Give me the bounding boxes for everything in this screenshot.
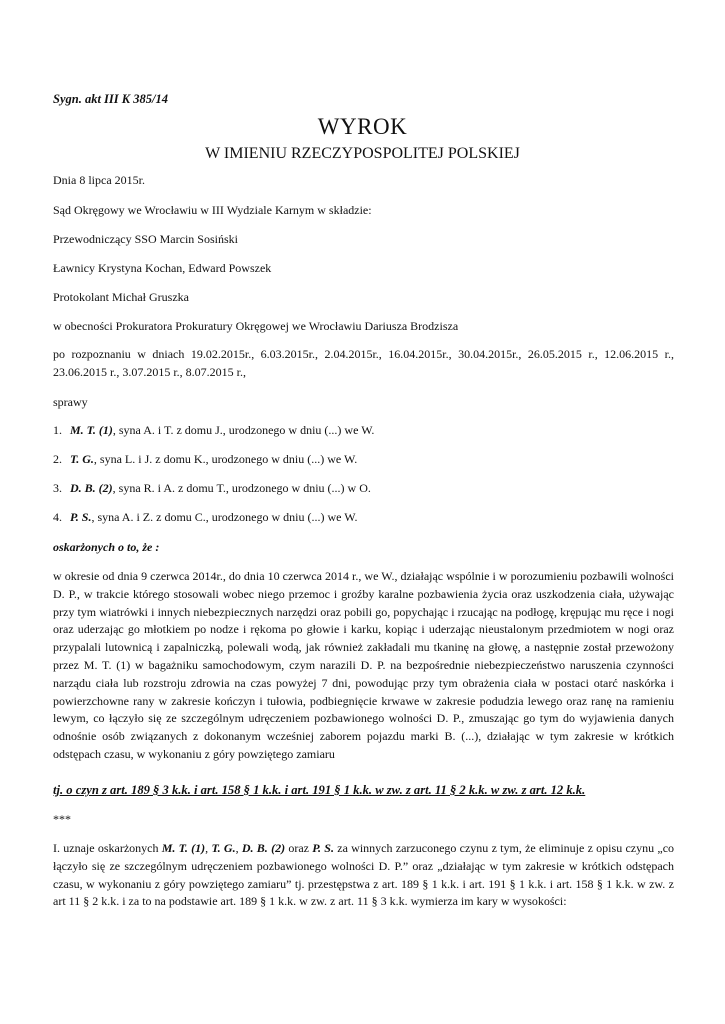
verdict-connector: , — [205, 841, 212, 855]
court-composition: Sąd Okręgowy we Wrocławiu w III Wydziale Karnym w składzie: — [53, 203, 372, 217]
defendant-item — [53, 452, 357, 467]
defendant-number: 4. — [53, 510, 62, 524]
verdict-defendant-name: M. T. (1) — [161, 841, 206, 855]
verdict-paragraph — [53, 840, 674, 911]
verdict-text: za winnych zarzuconego czynu z tym, że eliminuje z opisu czynu „co łączyło się ze szczególnym udręczeniem pozbawionego wolności D. P.” oraz „działając w tym zakresie w krótkich odstępach czasu, w wykonaniu z góry powziętego zamiaru” tj. przestępstwa z art. 189 § 1 k.k. i art. 191 § 1 k.k. i art. 158 § 1 k.k. w zw. z art 11 § 2 k.k. i za to na podstawie art. 189 § 1 k.k. w zw. z art. 11 § 3 k.k. wymierza im kary w wysokości: — [53, 841, 675, 909]
verdict-defendant-name: T. G. — [211, 841, 236, 855]
defendant-name: T. G. — [70, 452, 94, 466]
document-title: WYROK — [317, 114, 408, 139]
court-clerk: Protokolant Michał Gruszka — [53, 290, 189, 304]
defendant-number: 3. — [53, 481, 62, 495]
defendant-item — [53, 510, 357, 525]
case-reference: Sygn. akt III K 385/14 — [53, 92, 168, 106]
legal-basis: tj. o czyn z art. 189 § 3 k.k. i art. 158 § 1 k.k. i art. 191 § 1 k.k. w zw. z art. 11 § 2 k.k. w zw. z art. 12 k.k. — [53, 783, 586, 797]
verdict-connector: , — [235, 841, 242, 855]
defendant-number: 2. — [53, 452, 62, 466]
defendant-details: , syna R. i A. z domu T., urodzonego w dniu (...) w O. — [112, 481, 371, 495]
prosecutor: w obecności Prokuratora Prokuratury Okręgowej we Wrocławiu Dariusza Brodzisza — [53, 319, 459, 333]
defendant-item — [53, 423, 374, 438]
lay-judges: Ławnicy Krystyna Kochan, Edward Powszek — [53, 261, 272, 275]
defendant-number: 1. — [53, 423, 62, 437]
charges-heading: oskarżonych o to, że : — [53, 540, 160, 554]
defendant-item — [53, 481, 371, 496]
charge-description: w okresie od dnia 9 czerwca 2014r., do dnia 10 czerwca 2014 r., we W., działając wspólnie i w porozumieniu pozbawili wolności D. P., w trakcie którego stosowali wobec niego przemoc i groźby karalne pozbawienia życia oraz uszkodzenia ciała, używając przy tym wiatrówki i innych niebezpiecznych narzędzi oraz pobili go, popychając i rzucając na podłogę, krępując mu ręce i nogi oraz uderzając go młotkiem po nodze i rękoma po głowie i karku, kopiąc i uderzając nieustalonym przedmiotem w nogi oraz przypalali lutownicą i zapalniczką, polewali wodą, jak również zakładali mu tkaninę na głowę, a następnie został przewożony przez M. T. (1) w bagażniku samochodowym, czym narazili D. P. na bezpośrednie niebezpieczeństwo naruszenia czynności narządu ciała lub rozstroju zdrowia na czas powyżej 7 dni, powodując przy tym obrażenia ciała w postaci otarć naskórka i powierzchowne rany w zakresie kończyn i tułowia, podbiegnięcie krwawe w zakresie podudzia lewego oraz ranę na ramieniu lewym, co łączyło się ze szczególnym udręczeniem pozbawionego wolności D. P., zmuszając go tym do wyjawienia danych odnośnie osób związanych z dokonanym wcześniej zaborem pojazdu marki B. (...), działając w tym zakresie w krótkich odstępach czasu, w wykonaniu z góry powziętego zamiaru — [53, 569, 674, 761]
verdict-intro: I. uznaje oskarżonych — [53, 841, 162, 855]
defendant-name: P. S. — [70, 510, 92, 524]
defendant-details: , syna A. i Z. z domu C., urodzonego w dniu (...) we W. — [91, 510, 358, 524]
verdict-defendant-name: D. B. (2) — [241, 841, 286, 855]
defendant-details: , syna A. i T. z domu J., urodzonego w dniu (...) we W. — [112, 423, 375, 437]
case-label: sprawy — [53, 395, 88, 409]
verdict-connector: oraz — [285, 841, 313, 855]
defendant-name: D. B. (2) — [70, 481, 113, 495]
verdict-defendant-name: P. S. — [312, 841, 334, 855]
hearing-dates: po rozpoznaniu w dniach 19.02.2015r., 6.03.2015r., 2.04.2015r., 16.04.2015r., 30.04.2015r., 26.05.2015 r., 12.06.2015 r., 23.06.2015 r., 3.07.2015 r., 8.07.2015 r., — [53, 347, 674, 379]
defendant-name: M. T. (1) — [70, 423, 113, 437]
presiding-judge: Przewodniczący SSO Marcin Sosiński — [53, 232, 238, 246]
judgment-date: Dnia 8 lipca 2015r. — [53, 173, 145, 187]
defendant-details: , syna L. i J. z domu K., urodzonego w dniu (...) we W. — [93, 452, 358, 466]
document-subtitle: W IMIENIU RZECZYPOSPOLITEJ POLSKIEJ — [205, 145, 520, 162]
section-separator: *** — [53, 812, 71, 826]
